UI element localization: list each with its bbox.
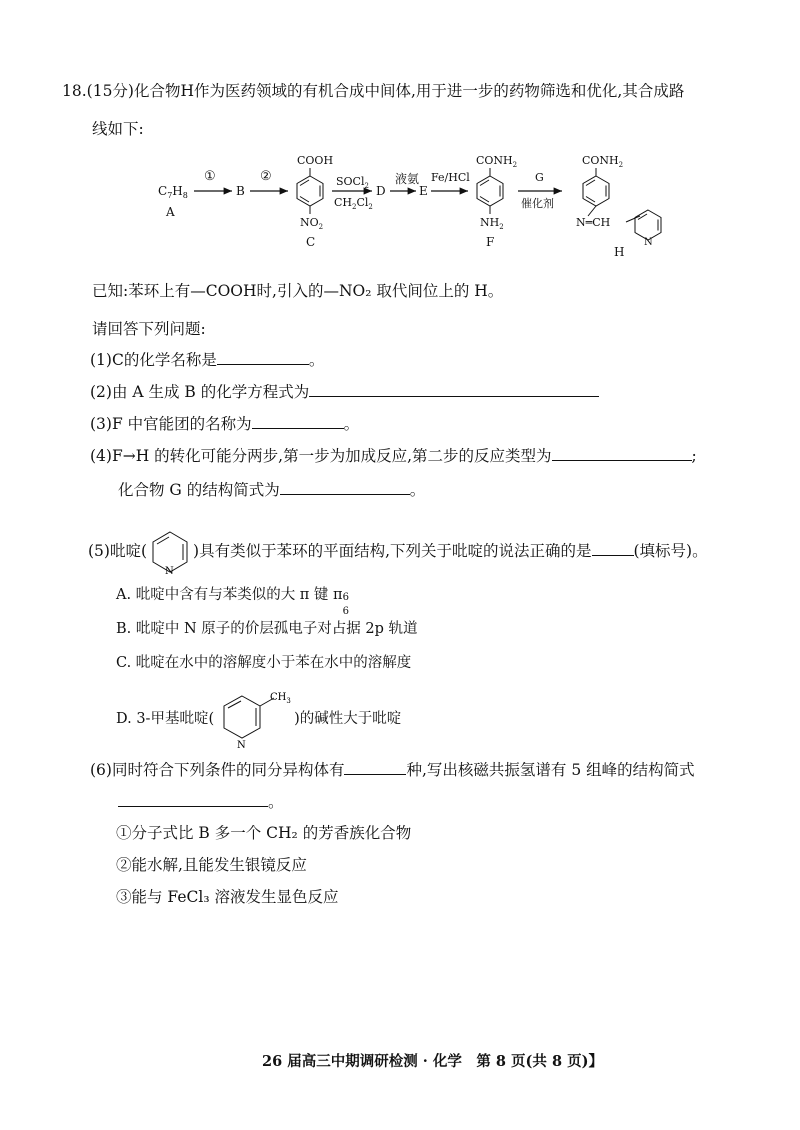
q5-end: (填标号)。 xyxy=(633,542,708,560)
synthesis-scheme xyxy=(150,150,690,265)
page-footer: 26 届高三中期调研检测 · 化学 第 8 页(共 8 页)】 xyxy=(262,1053,603,1070)
intro-text: 化合物H作为医药领域的有机合成中间体,用于进一步的药物筛选和优化,其合成路 xyxy=(133,82,685,100)
q4-line2-end: 。 xyxy=(409,481,426,499)
q6 xyxy=(90,758,695,781)
q5-option-A xyxy=(116,584,353,617)
label-H: H xyxy=(614,245,625,259)
label-E: E xyxy=(419,184,428,198)
q6-mid: 种,写出核磁共振氢谱有 5 组峰的结构简式 xyxy=(406,761,695,779)
question-18-intro xyxy=(62,80,684,102)
q6-condition-1: ①分子式比 B 多一个 CH₂ 的芳香族化合物 xyxy=(116,824,412,842)
methyl-group: $CH_3$ xyxy=(270,692,291,705)
q4-G-blank[interactable] xyxy=(280,478,410,495)
H-imine-linker: N═CH xyxy=(576,216,611,229)
C-no2: $NO_2$ xyxy=(300,216,324,231)
answer-prompt: 请回答下列问题: xyxy=(92,320,206,338)
q5-option-A-text: A. 吡啶中含有与苯类似的大 π 键 π xyxy=(116,587,343,603)
q6-count-blank[interactable] xyxy=(344,758,406,775)
q6-structure-blank[interactable] xyxy=(118,790,268,807)
q4-end: ; xyxy=(691,447,697,465)
q1 xyxy=(90,348,324,371)
reagent-socl2: SOCl$_2$ xyxy=(336,175,369,190)
reagent-liquid-ammonia: 液氨 xyxy=(395,172,420,186)
reagent-catalyst: 催化剂 xyxy=(521,197,554,210)
H-conh2: $CONH_2$ xyxy=(582,154,624,169)
label-B: B xyxy=(236,184,245,198)
F-conh2: $CONH_2$ xyxy=(476,154,518,169)
question-number: 18. xyxy=(62,82,87,100)
q3-text: (3)F 中官能团的名称为 xyxy=(90,415,252,433)
q5 xyxy=(88,528,708,576)
q4-text: (4)F→H 的转化可能分两步,第一步为加成反应,第二步的反应类型为 xyxy=(90,447,552,465)
compound-A-formula: $C_7H_8$ xyxy=(158,184,188,200)
label-C: C xyxy=(306,235,316,249)
q5-after: )具有类似于苯环的平面结构,下列关于吡啶的说法正确的是 xyxy=(193,542,592,560)
label-F: F xyxy=(486,235,495,249)
pyridine-n: N xyxy=(165,566,174,576)
q4 xyxy=(90,444,697,467)
q6-condition-2: ②能水解,且能发生银镜反应 xyxy=(116,856,307,874)
q6-text: (6)同时符合下列条件的同分异构体有 xyxy=(90,761,345,779)
q5-answer-blank[interactable] xyxy=(592,539,634,556)
pyridine-ring-icon xyxy=(147,528,193,576)
known-info: 已知:苯环上有—COOH时,引入的—NO₂ 取代间位上的 H。 xyxy=(92,282,504,300)
reagent-G: G xyxy=(535,171,544,184)
F-nh2: $NH_2$ xyxy=(480,216,504,231)
benzene-ring-F xyxy=(477,176,503,206)
q5-option-B: B. 吡啶中 N 原子的价层孤电子对占据 2p 轨道 xyxy=(116,621,418,637)
q5-option-D-after: )的碱性大于吡啶 xyxy=(294,711,402,727)
benzene-ring-C xyxy=(297,176,323,206)
label-A: A xyxy=(166,205,175,219)
step-2-label: ② xyxy=(260,169,272,184)
q5-option-D-before: D. 3-甲基吡啶( xyxy=(116,711,215,727)
reagent-ch2cl2: $CH_2Cl_2$ xyxy=(334,196,373,211)
benzene-ring-H xyxy=(583,176,609,206)
C-cooh: COOH xyxy=(297,154,334,167)
methylpyridine-n: N xyxy=(237,740,246,750)
q5-option-D xyxy=(116,688,401,750)
pyridine-ring-H xyxy=(635,210,661,240)
label-D: D xyxy=(376,184,386,198)
q2-answer-blank[interactable] xyxy=(309,380,599,397)
question-score: (15分) xyxy=(86,82,134,100)
q4-type-blank[interactable] xyxy=(552,444,692,461)
reagent-fe-hcl: Fe/HCl xyxy=(431,171,470,184)
intro-line-2: 线如下: xyxy=(92,120,144,138)
q1-end: 。 xyxy=(308,351,325,369)
q1-text: (1)C的化学名称是 xyxy=(90,351,217,369)
q4-line2-text: 化合物 G 的结构简式为 xyxy=(118,481,280,499)
q5-before: (5)吡啶( xyxy=(88,542,148,560)
H-pyridine-n: N xyxy=(644,237,653,248)
q4-line2 xyxy=(118,478,425,501)
q3 xyxy=(90,412,359,435)
q3-answer-blank[interactable] xyxy=(252,412,344,429)
q3-end: 。 xyxy=(343,415,360,433)
option-A-sup: 6 xyxy=(342,592,349,603)
q5-option-C: C. 吡啶在水中的溶解度小于苯在水中的溶解度 xyxy=(116,655,412,671)
q6-line2 xyxy=(118,790,284,813)
step-1-label: ① xyxy=(204,169,216,184)
methylpyridine-ring-icon xyxy=(214,688,294,750)
q2-text: (2)由 A 生成 B 的化学方程式为 xyxy=(90,383,310,401)
q6-condition-3: ③能与 FeCl₃ 溶液发生显色反应 xyxy=(116,888,339,906)
q6-end: 。 xyxy=(268,793,284,811)
q1-answer-blank[interactable] xyxy=(217,348,309,365)
option-A-sub: 6 xyxy=(342,606,349,617)
q2 xyxy=(90,380,599,403)
